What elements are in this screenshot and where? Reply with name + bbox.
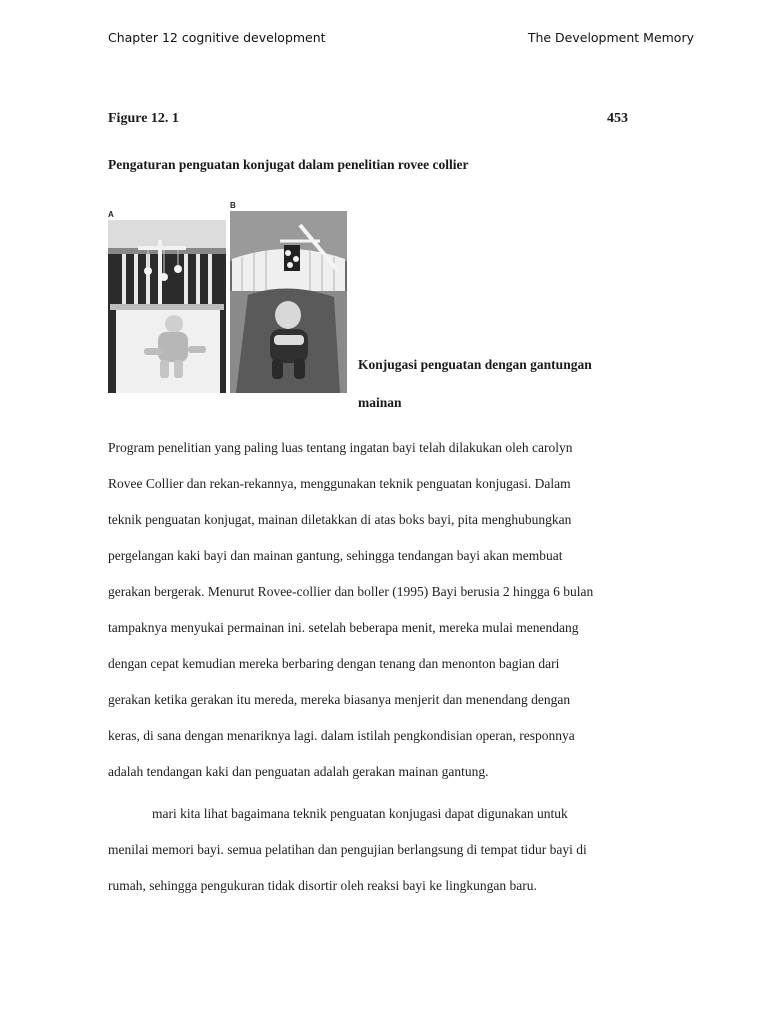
running-header-chapter: Chapter 12 cognitive development bbox=[108, 30, 326, 45]
paragraph-line: dengan cepat kemudian mereka berbaring dengan tenang dan menonton bagian dari bbox=[108, 656, 560, 671]
paragraph-line: teknik penguatan konjugat, mainan diletakkan di atas boks bayi, pita menghubungkan bbox=[108, 512, 572, 527]
panel-b-label: B bbox=[230, 201, 236, 210]
photo-panel-a bbox=[108, 220, 226, 393]
figure-caption-line-2: mainan bbox=[358, 395, 402, 410]
figure-label: Figure 12. 1 bbox=[108, 111, 179, 126]
crib-mobile-photo-a bbox=[108, 220, 226, 393]
photo-panel-b bbox=[230, 211, 347, 393]
paragraph-line: Rovee Collier dan rekan-rekannya, menggunakan teknik penguatan konjugasi. Dalam bbox=[108, 476, 571, 491]
running-header-title: The Development Memory bbox=[527, 30, 694, 45]
paragraph-line: gerakan ketika gerakan itu mereda, mereka biasanya menjerit dan menendang dengan bbox=[108, 692, 571, 707]
paragraph-line: tampaknya menyukai permainan ini. setelah beberapa menit, mereka mulai menendang bbox=[108, 620, 579, 635]
body-paragraph-1 bbox=[108, 430, 668, 790]
paragraph-line: mari kita lihat bagaimana teknik penguatan konjugasi dapat digunakan untuk bbox=[152, 806, 568, 821]
page-number: 453 bbox=[607, 111, 628, 126]
panel-a-label: A bbox=[108, 210, 114, 219]
paragraph-line: gerakan bergerak. Menurut Rovee-collier dan boller (1995) Bayi berusia 2 hingga 6 bulan bbox=[108, 584, 594, 599]
paragraph-line: Program penelitian yang paling luas tentang ingatan bayi telah dilakukan oleh carolyn bbox=[108, 440, 573, 455]
figure-caption-line-1: Konjugasi penguatan dengan gantungan bbox=[358, 357, 592, 372]
paragraph-line: menilai memori bayi. semua pelatihan dan pengujian berlangsung di tempat tidur bayi di bbox=[108, 842, 587, 857]
paragraph-line: pergelangan kaki bayi dan mainan gantung, sehingga tendangan bayi akan membuat bbox=[108, 548, 563, 563]
paragraph-line: rumah, sehingga pengukuran tidak disortir oleh reaksi bayi ke lingkungan baru. bbox=[108, 878, 537, 893]
paragraph-line: keras, di sana dengan menariknya lagi. dalam istilah pengkondisian operan, responnya bbox=[108, 728, 575, 743]
crib-mobile-photo-b bbox=[230, 211, 347, 393]
paragraph-line: adalah tendangan kaki dan penguatan adalah gerakan mainan gantung. bbox=[108, 764, 489, 779]
figure-title: Pengaturan penguatan konjugat dalam penelitian rovee collier bbox=[108, 157, 469, 172]
body-paragraph-2 bbox=[108, 796, 668, 904]
figure-heading-row bbox=[108, 111, 628, 127]
